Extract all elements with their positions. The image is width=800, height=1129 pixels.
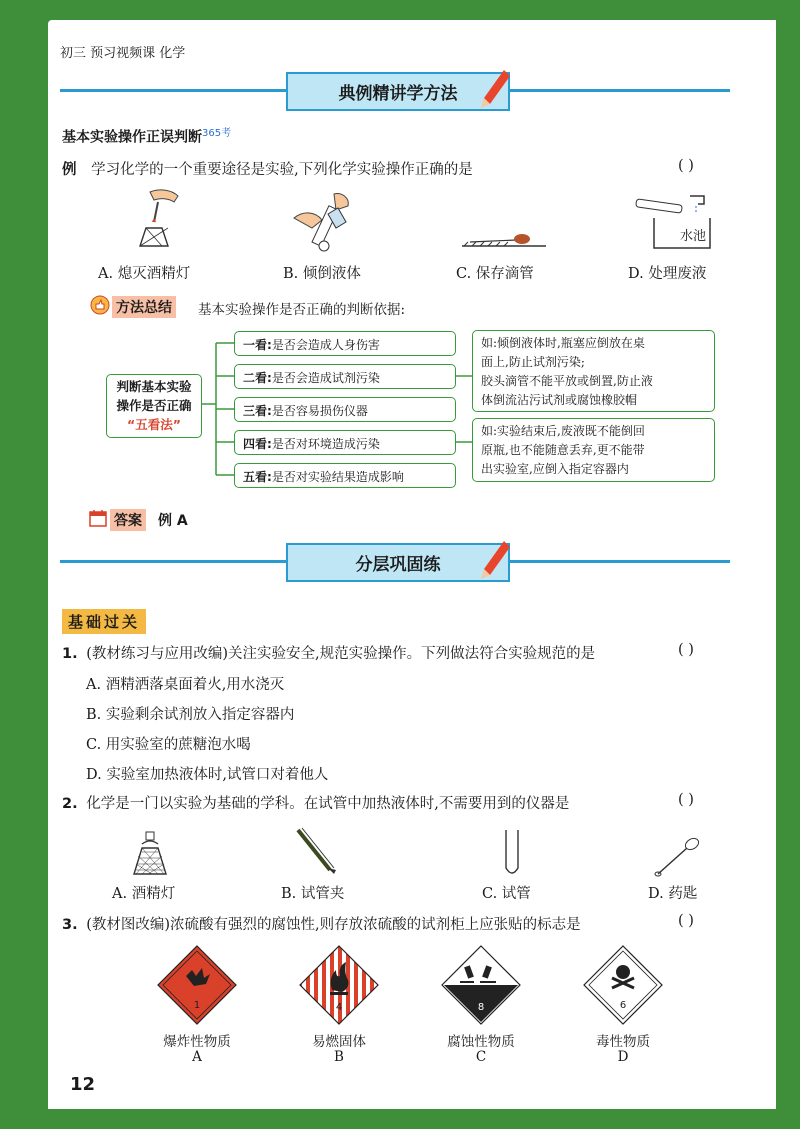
look-item-2: [234, 364, 456, 389]
example-option-b: B. 倾倒液体: [283, 266, 361, 282]
q3-text: (教材图改编)浓硫酸有强烈的腐蚀性,则存放浓硫酸的试剂柜上应张贴的标志是: [86, 917, 581, 933]
alcohol-lamp-figure: [128, 830, 172, 878]
look-head-4: 四看:: [243, 437, 272, 451]
method-intro: 基本实验操作是否正确的判断依据:: [198, 302, 406, 318]
note-2-line-1: 如:实验结束后,废液既不能倒回: [481, 424, 645, 438]
sign-name-c: 腐蚀性物质: [447, 1034, 515, 1050]
look-text-2: 是否会造成试剂污染: [271, 371, 380, 385]
look-text-1: 是否会造成人身伤害: [271, 338, 380, 352]
example-option-c: C. 保存滴管: [456, 266, 534, 282]
sign-letter-b: B: [334, 1049, 344, 1065]
look-head-3: 三看:: [243, 404, 272, 418]
example-option-d: D. 处理废液: [628, 266, 707, 282]
root-line-2: 操作是否正确: [116, 398, 192, 413]
root-line-1: 判断基本实验: [116, 379, 192, 394]
q2-option-a: A. 酒精灯: [112, 886, 176, 902]
look-head-5: 五看:: [243, 470, 272, 484]
q2-option-b: B. 试管夹: [281, 886, 345, 902]
sign-name-b: 易燃固体: [312, 1034, 366, 1050]
test-tube-clamp-figure: [292, 826, 340, 876]
sign-digit-d: 6: [619, 1000, 627, 1011]
section-title: 基本实验操作正误判断: [62, 129, 202, 146]
sign-name-d: 毒性物质: [596, 1034, 650, 1050]
q2-number: 2.: [62, 796, 78, 812]
look-item-3: [234, 397, 456, 422]
q2-option-d: D. 药匙: [648, 886, 698, 902]
sign-name-a: 爆炸性物质: [163, 1034, 231, 1050]
header-title: 初三 预习视频课 化学: [60, 46, 186, 61]
flammable-solid-sign-icon: [298, 944, 380, 1026]
pencil-icon-2: [478, 539, 512, 581]
q3-number: 3.: [62, 917, 78, 933]
sink-label: 水池: [680, 229, 707, 244]
look-head-2: 二看:: [243, 371, 272, 385]
q2-text: 化学是一门以实验为基础的学科。在试管中加热液体时,不需要用到的仪器是: [86, 796, 570, 812]
note-1-line-4: 体倒流沾污试剂或腐蚀橡胶帽: [481, 393, 638, 407]
sign-digit-b: 4: [335, 1002, 343, 1013]
q1-option-d: D. 实验室加热液体时,试管口对着他人: [86, 767, 329, 783]
q1-paren: ( ): [678, 642, 694, 658]
look-item-5: [234, 463, 456, 488]
example-question: 学习化学的一个重要途径是实验,下列化学实验操作正确的是: [91, 162, 473, 178]
sign-letter-c: C: [475, 1049, 487, 1065]
basics-tag: 基础过关: [62, 609, 146, 634]
look-head-1: 一看:: [243, 338, 272, 352]
page-number: 12: [70, 1074, 96, 1095]
note-2-line-2: 原瓶,也不能随意丢弃,更不能带: [481, 443, 645, 457]
test-tube-figure: [500, 828, 524, 878]
look-text-3: 是否容易损伤仪器: [271, 404, 368, 418]
q2-paren: ( ): [678, 792, 694, 808]
note-2: [472, 418, 715, 482]
spatula-figure: [654, 836, 702, 878]
note-1-line-2: 面上,防止试剂污染;: [481, 355, 585, 369]
toxic-sign-icon: [582, 944, 664, 1026]
look-text-5: 是否对实验结果造成影响: [271, 470, 404, 484]
example-label: 例: [62, 162, 77, 178]
note-1-line-3: 胶头滴管不能平放或倒置,防止液: [481, 374, 653, 388]
calendar-icon: [88, 508, 108, 528]
method-tag: 方法总结: [112, 296, 176, 318]
q2-option-c: C. 试管: [482, 886, 531, 902]
answer-tag: 答案: [110, 509, 146, 531]
q1-text: (教材练习与应用改编)关注实验安全,规范实验操作。下列做法符合实验规范的是: [86, 646, 596, 662]
look-item-1: [234, 331, 456, 356]
q1-option-c: C. 用实验室的蔗糖泡水喝: [86, 737, 251, 753]
banner2-rule-left: [60, 560, 290, 563]
banner-practice: 分层巩固练: [286, 543, 510, 582]
look-item-4: [234, 430, 456, 455]
q1-option-b: B. 实验剩余试剂放入指定容器内: [86, 707, 295, 723]
sign-digit-c: 8: [477, 1002, 485, 1013]
sign-letter-d: D: [617, 1049, 629, 1065]
q3-paren: ( ): [678, 913, 694, 929]
q1-option-a: A. 酒精洒落桌面着火,用水浇灭: [86, 677, 285, 693]
root-line-3: “五看法”: [127, 417, 181, 432]
banner-method: 典例精讲学方法: [286, 72, 510, 111]
look-text-4: 是否对环境造成污染: [271, 437, 380, 451]
explosive-sign-icon: [156, 944, 238, 1026]
banner2-rule-right: [500, 560, 730, 563]
five-look-root: [106, 374, 202, 438]
note-1: [472, 330, 715, 412]
note-2-line-3: 出实验室,应倒入指定容器内: [481, 462, 629, 476]
section-badge: 365考: [202, 128, 232, 139]
q1-number: 1.: [62, 646, 78, 662]
sign-letter-a: A: [192, 1049, 202, 1065]
example-paren: ( ): [678, 158, 694, 174]
answer-text: 例 A: [158, 513, 188, 529]
note-1-line-1: 如:倾倒液体时,瓶塞应倒放在桌: [481, 336, 645, 350]
example-option-a: A. 熄灭酒精灯: [98, 266, 191, 282]
corrosive-sign-icon: [440, 944, 522, 1026]
sign-digit-a: 1: [193, 1000, 201, 1011]
